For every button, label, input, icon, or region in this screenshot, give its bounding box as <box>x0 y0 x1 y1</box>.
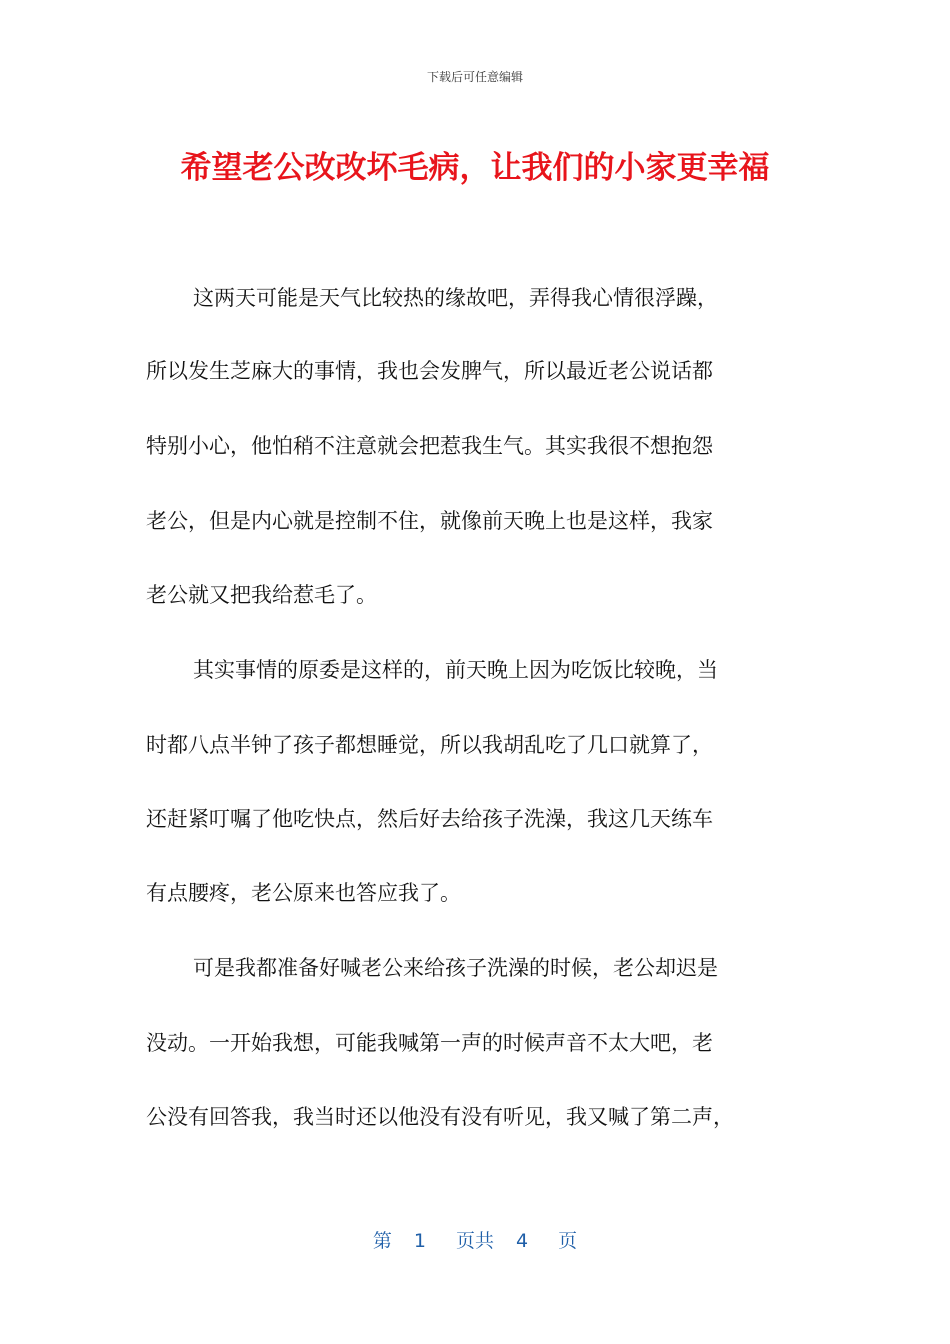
paragraph-line: 老公就又把我给惹毛了。 <box>146 583 377 607</box>
page-header-note: 下载后可任意编辑 <box>426 70 523 84</box>
document-title: 希望老公改改坏毛病，让我们的小家更幸福 <box>180 150 770 186</box>
paragraph-line: 时都八点半钟了孩子都想睡觉，所以我胡乱吃了几口就算了， <box>146 733 713 757</box>
paragraph-line: 其实事情的原委是这样的，前天晚上因为吃饭比较晚，当 <box>193 658 718 682</box>
footer-suffix: 页 <box>558 1230 578 1252</box>
paragraph-line: 这两天可能是天气比较热的缘故吧，弄得我心情很浮躁， <box>193 286 718 310</box>
footer-total-pages: 4 <box>516 1230 529 1252</box>
paragraph-line: 有点腰疼，老公原来也答应我了。 <box>146 881 461 905</box>
paragraph-line: 还赶紧叮嘱了他吃快点，然后好去给孩子洗澡，我这几天练车 <box>146 807 713 831</box>
paragraph-line: 所以发生芝麻大的事情，我也会发脾气，所以最近老公说话都 <box>146 359 713 383</box>
paragraph-line: 老公，但是内心就是控制不住，就像前天晚上也是这样，我家 <box>146 509 713 533</box>
paragraph-line: 可是我都准备好喊老公来给孩子洗澡的时候，老公却迟是 <box>193 956 718 980</box>
paragraph-line: 公没有回答我，我当时还以他没有没有听见，我又喊了第二声， <box>146 1105 734 1129</box>
footer-page-number: 1 <box>413 1230 426 1252</box>
paragraph-line: 没动。一开始我想，可能我喊第一声的时候声音不太大吧，老 <box>146 1031 713 1055</box>
footer-prefix: 第 <box>372 1230 392 1252</box>
footer-middle: 页共 <box>455 1230 494 1252</box>
paragraph-line: 特别小心，他怕稍不注意就会把惹我生气。其实我很不想抱怨 <box>146 434 713 458</box>
page-footer <box>0 1226 950 1253</box>
